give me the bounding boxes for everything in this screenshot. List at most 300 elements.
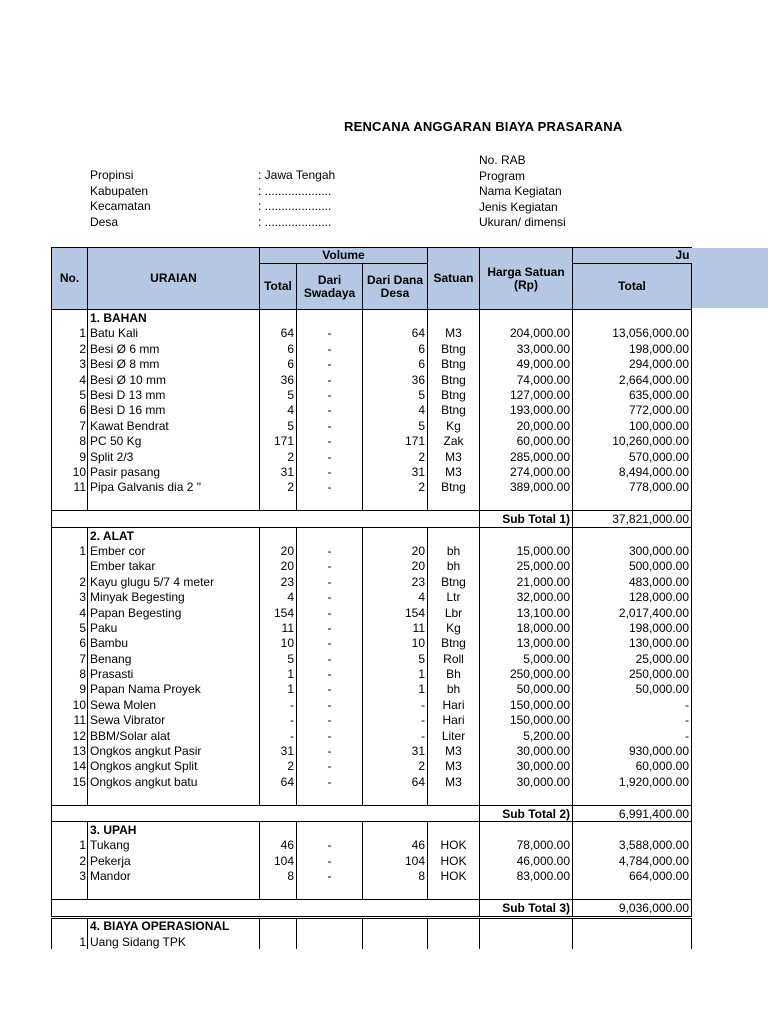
cell-harga: 150,000.00 [480, 697, 573, 712]
section-title: 4. BIAYA OPERASIONAL [88, 917, 260, 934]
subtotal-value: 37,821,000.00 [573, 511, 692, 527]
subtotal-value: 9,036,000.00 [573, 900, 692, 917]
cell-jumlah: 2,664,000.00 [573, 372, 692, 387]
cell-swadaya: - [297, 666, 363, 681]
cell-uraian: Prasasti [88, 666, 260, 681]
cell-satuan: HOK [428, 838, 480, 853]
info-labels [90, 168, 151, 230]
cell-swadaya: - [297, 372, 363, 387]
cell-total: 2 [260, 480, 297, 495]
header-volume: Volume [260, 248, 428, 264]
cell-satuan: Btng [428, 341, 480, 356]
rab-table [51, 247, 692, 949]
cell-jumlah: 10,260,000.00 [573, 434, 692, 449]
cell-no: 1 [52, 326, 88, 341]
cell-desa: - [363, 728, 428, 743]
table-row [52, 620, 692, 635]
table-body [52, 310, 692, 950]
header-fill-right [690, 248, 768, 308]
empty-cell [480, 310, 573, 326]
cell-no: 3 [52, 589, 88, 604]
cell-satuan: Btng [428, 387, 480, 402]
empty-cell [480, 822, 573, 838]
cell-jumlah: 1,920,000.00 [573, 774, 692, 789]
cell-total: 4 [260, 589, 297, 604]
cell-jumlah: 25,000.00 [573, 651, 692, 666]
cell-total [260, 934, 297, 949]
empty-cell [52, 790, 88, 806]
cell-swadaya: - [297, 543, 363, 558]
cell-no: 1 [52, 838, 88, 853]
cell-desa: 2 [363, 759, 428, 774]
header-no: No. [52, 248, 88, 310]
info-value-propinsi: : Jawa Tengah [258, 168, 336, 182]
cell-desa: 20 [363, 543, 428, 558]
section-title-row [52, 310, 692, 326]
cell-satuan: Btng [428, 636, 480, 651]
cell-swadaya [297, 934, 363, 949]
empty-cell [573, 310, 692, 326]
empty-cell [363, 790, 428, 806]
cell-uraian: Sewa Molen [88, 697, 260, 712]
cell-jumlah: 250,000.00 [573, 666, 692, 681]
subtotal-blank [52, 900, 480, 917]
cell-uraian: Besi D 16 mm [88, 403, 260, 418]
table-row [52, 434, 692, 449]
section-no-cell [52, 527, 88, 543]
cell-desa: 5 [363, 418, 428, 433]
info-right-no-rab: No. RAB [479, 153, 526, 167]
cell-total: 1 [260, 682, 297, 697]
cell-jumlah: 294,000.00 [573, 357, 692, 372]
empty-cell [88, 884, 260, 900]
table-row [52, 449, 692, 464]
cell-jumlah: 300,000.00 [573, 543, 692, 558]
cell-jumlah: - [573, 728, 692, 743]
cell-total: 64 [260, 774, 297, 789]
cell-satuan: Btng [428, 574, 480, 589]
cell-no: 3 [52, 868, 88, 883]
cell-no: 9 [52, 449, 88, 464]
cell-uraian: Tukang [88, 838, 260, 853]
empty-cell [297, 527, 363, 543]
empty-cell [573, 917, 692, 934]
cell-total: - [260, 697, 297, 712]
cell-desa: 31 [363, 743, 428, 758]
cell-no: 13 [52, 743, 88, 758]
cell-satuan: Zak [428, 434, 480, 449]
cell-satuan: M3 [428, 464, 480, 479]
empty-cell [428, 310, 480, 326]
cell-satuan: Ltr [428, 589, 480, 604]
cell-desa: 1 [363, 682, 428, 697]
section-no-cell [52, 822, 88, 838]
empty-cell [428, 917, 480, 934]
cell-no: 2 [52, 341, 88, 356]
header-satuan: Satuan [428, 248, 480, 310]
cell-no: 12 [52, 728, 88, 743]
empty-cell [573, 884, 692, 900]
cell-swadaya: - [297, 636, 363, 651]
empty-cell [297, 822, 363, 838]
cell-desa: 10 [363, 636, 428, 651]
cell-no: 1 [52, 543, 88, 558]
cell-no: 8 [52, 666, 88, 681]
cell-jumlah: 8,494,000.00 [573, 464, 692, 479]
cell-uraian: Ember cor [88, 543, 260, 558]
subtotal-blank [52, 805, 480, 821]
cell-uraian: Ongkos angkut batu [88, 774, 260, 789]
empty-cell [363, 527, 428, 543]
empty-cell [88, 495, 260, 511]
cell-uraian: Besi Ø 10 mm [88, 372, 260, 387]
cell-total: 2 [260, 759, 297, 774]
empty-cell [428, 790, 480, 806]
empty-cell [363, 917, 428, 934]
header-harga-satuan: Harga Satuan (Rp) [480, 248, 573, 310]
cell-satuan: Hari [428, 697, 480, 712]
table-row [52, 728, 692, 743]
cell-swadaya: - [297, 713, 363, 728]
cell-harga: 5,200.00 [480, 728, 573, 743]
spacer-row [52, 790, 692, 806]
empty-cell [297, 495, 363, 511]
cell-swadaya: - [297, 589, 363, 604]
cell-jumlah: 778,000.00 [573, 480, 692, 495]
cell-swadaya: - [297, 697, 363, 712]
cell-jumlah: 635,000.00 [573, 387, 692, 402]
cell-no: 4 [52, 605, 88, 620]
empty-cell [363, 822, 428, 838]
cell-no: 2 [52, 574, 88, 589]
cell-total: 23 [260, 574, 297, 589]
cell-swadaya: - [297, 326, 363, 341]
cell-total: 20 [260, 543, 297, 558]
table-row [52, 853, 692, 868]
subtotal-blank [52, 511, 480, 527]
cell-total: - [260, 713, 297, 728]
cell-harga: 13,000.00 [480, 636, 573, 651]
cell-no: 14 [52, 759, 88, 774]
cell-no: 7 [52, 651, 88, 666]
cell-swadaya: - [297, 403, 363, 418]
cell-swadaya: - [297, 387, 363, 402]
empty-cell [363, 884, 428, 900]
cell-jumlah: 198,000.00 [573, 620, 692, 635]
cell-jumlah: 128,000.00 [573, 589, 692, 604]
cell-total: 6 [260, 357, 297, 372]
cell-desa: 104 [363, 853, 428, 868]
cell-total: 10 [260, 636, 297, 651]
empty-cell [297, 917, 363, 934]
cell-satuan: M3 [428, 759, 480, 774]
cell-no: 10 [52, 464, 88, 479]
cell-harga: 30,000.00 [480, 743, 573, 758]
page-title: RENCANA ANGGARAN BIAYA PRASARANA [344, 119, 623, 134]
cell-total: 8 [260, 868, 297, 883]
cell-no: 5 [52, 620, 88, 635]
info-value-kabupaten: : .................... [258, 183, 332, 198]
cell-jumlah: 500,000.00 [573, 559, 692, 574]
cell-desa: 6 [363, 357, 428, 372]
cell-harga: 150,000.00 [480, 713, 573, 728]
cell-satuan: HOK [428, 853, 480, 868]
cell-desa: 154 [363, 605, 428, 620]
cell-harga: 20,000.00 [480, 418, 573, 433]
cell-desa: 2 [363, 480, 428, 495]
cell-uraian: Besi Ø 8 mm [88, 357, 260, 372]
empty-cell [260, 790, 297, 806]
table-row [52, 480, 692, 495]
cell-jumlah: 50,000.00 [573, 682, 692, 697]
cell-harga: 74,000.00 [480, 372, 573, 387]
empty-cell [573, 790, 692, 806]
cell-total: 104 [260, 853, 297, 868]
cell-swadaya: - [297, 605, 363, 620]
cell-harga: 78,000.00 [480, 838, 573, 853]
cell-desa: 4 [363, 589, 428, 604]
header-jumlah: Ju [573, 248, 692, 264]
cell-total: 5 [260, 418, 297, 433]
cell-no: 7 [52, 418, 88, 433]
empty-cell [573, 495, 692, 511]
cell-total: 36 [260, 372, 297, 387]
empty-cell [573, 822, 692, 838]
cell-harga: 25,000.00 [480, 559, 573, 574]
cell-jumlah: 4,784,000.00 [573, 853, 692, 868]
cell-swadaya: - [297, 651, 363, 666]
cell-no: 4 [52, 372, 88, 387]
table-row [52, 559, 692, 574]
cell-uraian: Pasir pasang [88, 464, 260, 479]
cell-no: 10 [52, 697, 88, 712]
empty-cell [480, 917, 573, 934]
cell-harga: 33,000.00 [480, 341, 573, 356]
empty-cell [573, 527, 692, 543]
cell-swadaya: - [297, 449, 363, 464]
table-row [52, 759, 692, 774]
cell-swadaya: - [297, 341, 363, 356]
cell-satuan: M3 [428, 774, 480, 789]
cell-desa: 20 [363, 559, 428, 574]
info-right-nama-kegiatan: Nama Kegiatan [479, 184, 562, 198]
cell-harga: 13,100.00 [480, 605, 573, 620]
cell-harga: 46,000.00 [480, 853, 573, 868]
info-label-kabupaten: Kabupaten [90, 183, 149, 198]
cell-total: - [260, 728, 297, 743]
cell-no: 6 [52, 636, 88, 651]
subtotal-row [52, 900, 692, 917]
info-value-kecamatan: : .................... [258, 199, 332, 213]
table-row [52, 589, 692, 604]
cell-desa: 11 [363, 620, 428, 635]
empty-cell [428, 822, 480, 838]
cell-swadaya: - [297, 464, 363, 479]
info-value-desa: : .................... [258, 214, 332, 229]
cell-jumlah: 483,000.00 [573, 574, 692, 589]
empty-cell [260, 822, 297, 838]
subtotal-label: Sub Total 1) [480, 511, 573, 527]
cell-swadaya: - [297, 838, 363, 853]
cell-no: 15 [52, 774, 88, 789]
empty-cell [363, 495, 428, 511]
subtotal-row [52, 805, 692, 821]
cell-swadaya: - [297, 559, 363, 574]
cell-harga: 49,000.00 [480, 357, 573, 372]
cell-total: 31 [260, 464, 297, 479]
section-no-cell [52, 310, 88, 326]
cell-total: 2 [260, 449, 297, 464]
cell-desa: - [363, 697, 428, 712]
cell-no: 6 [52, 403, 88, 418]
cell-harga: 204,000.00 [480, 326, 573, 341]
cell-desa: 8 [363, 868, 428, 883]
cell-jumlah: 930,000.00 [573, 743, 692, 758]
cell-desa: 5 [363, 651, 428, 666]
cell-harga: 250,000.00 [480, 666, 573, 681]
info-right-jenis-kegiatan: Jenis Kegiatan [479, 199, 558, 214]
cell-jumlah: 198,000.00 [573, 341, 692, 356]
cell-satuan: Kg [428, 418, 480, 433]
cell-swadaya: - [297, 728, 363, 743]
table-header [52, 248, 692, 310]
cell-jumlah: 772,000.00 [573, 403, 692, 418]
table-row [52, 574, 692, 589]
cell-desa: 46 [363, 838, 428, 853]
info-values [258, 168, 335, 230]
cell-total: 20 [260, 559, 297, 574]
cell-no [52, 559, 88, 574]
section-title-row [52, 917, 692, 934]
section-title-row [52, 527, 692, 543]
cell-uraian: Batu Kali [88, 326, 260, 341]
header-volume-dana-desa: Dari Dana Desa [363, 264, 428, 310]
cell-desa: 36 [363, 372, 428, 387]
cell-jumlah [573, 934, 692, 949]
header-volume-total: Total [260, 264, 297, 310]
cell-uraian: Bambu [88, 636, 260, 651]
cell-uraian: Kayu glugu 5/7 4 meter [88, 574, 260, 589]
cell-satuan: Liter [428, 728, 480, 743]
cell-total: 6 [260, 341, 297, 356]
cell-satuan: Btng [428, 403, 480, 418]
table-row [52, 357, 692, 372]
cell-swadaya: - [297, 743, 363, 758]
header-uraian: URAIAN [88, 248, 260, 310]
section-title: 1. BAHAN [88, 310, 260, 326]
cell-no: 2 [52, 853, 88, 868]
cell-uraian: Ember takar [88, 559, 260, 574]
subtotal-label: Sub Total 3) [480, 900, 573, 917]
cell-desa: 64 [363, 326, 428, 341]
cell-swadaya: - [297, 480, 363, 495]
cell-harga [480, 934, 573, 949]
info-label-desa: Desa [90, 214, 119, 229]
cell-uraian: Uang Sidang TPK [88, 934, 260, 949]
cell-satuan: Bh [428, 666, 480, 681]
cell-satuan: bh [428, 682, 480, 697]
info-right-ukuran: Ukuran/ dimensi [479, 215, 566, 229]
cell-uraian: Minyak Begesting [88, 589, 260, 604]
cell-satuan [428, 934, 480, 949]
cell-harga: 18,000.00 [480, 620, 573, 635]
section-title: 3. UPAH [88, 822, 260, 838]
cell-desa: - [363, 713, 428, 728]
cell-total: 4 [260, 403, 297, 418]
cell-uraian: Papan Begesting [88, 605, 260, 620]
table-row [52, 341, 692, 356]
empty-cell [88, 790, 260, 806]
table-row [52, 697, 692, 712]
table-row [52, 743, 692, 758]
cell-jumlah: 2,017,400.00 [573, 605, 692, 620]
cell-no: 1 [52, 934, 88, 949]
cell-swadaya: - [297, 620, 363, 635]
cell-uraian: Ongkos angkut Pasir [88, 743, 260, 758]
cell-swadaya: - [297, 418, 363, 433]
empty-cell [428, 495, 480, 511]
info-right-program: Program [479, 168, 526, 183]
table-row [52, 326, 692, 341]
cell-satuan: M3 [428, 326, 480, 341]
table-row [52, 464, 692, 479]
cell-desa [363, 934, 428, 949]
cell-satuan: bh [428, 543, 480, 558]
cell-harga: 127,000.00 [480, 387, 573, 402]
cell-satuan: M3 [428, 449, 480, 464]
cell-harga: 32,000.00 [480, 589, 573, 604]
cell-harga: 21,000.00 [480, 574, 573, 589]
table-row [52, 838, 692, 853]
cell-uraian: Sewa Vibrator [88, 713, 260, 728]
cell-satuan: Btng [428, 372, 480, 387]
cell-no: 5 [52, 387, 88, 402]
cell-harga: 285,000.00 [480, 449, 573, 464]
cell-satuan: M3 [428, 743, 480, 758]
header-volume-swadaya: Dari Swadaya [297, 264, 363, 310]
cell-harga: 274,000.00 [480, 464, 573, 479]
cell-uraian: PC 50 Kg [88, 434, 260, 449]
cell-total: 46 [260, 838, 297, 853]
cell-no: 9 [52, 682, 88, 697]
cell-no: 8 [52, 434, 88, 449]
cell-uraian: Mandor [88, 868, 260, 883]
table-row [52, 403, 692, 418]
cell-total: 5 [260, 387, 297, 402]
cell-harga: 30,000.00 [480, 774, 573, 789]
cell-no: 11 [52, 713, 88, 728]
cell-jumlah: 60,000.00 [573, 759, 692, 774]
cell-jumlah: 570,000.00 [573, 449, 692, 464]
cell-desa: 171 [363, 434, 428, 449]
cell-harga: 50,000.00 [480, 682, 573, 697]
cell-swadaya: - [297, 853, 363, 868]
table-row [52, 868, 692, 883]
cell-uraian: Besi D 13 mm [88, 387, 260, 402]
cell-harga: 193,000.00 [480, 403, 573, 418]
subtotal-value: 6,991,400.00 [573, 805, 692, 821]
cell-total: 154 [260, 605, 297, 620]
empty-cell [260, 310, 297, 326]
cell-no: 3 [52, 357, 88, 372]
empty-cell [363, 310, 428, 326]
cell-uraian: Pipa Galvanis dia 2 " [88, 480, 260, 495]
table-row [52, 666, 692, 681]
cell-jumlah: 664,000.00 [573, 868, 692, 883]
cell-uraian: Pekerja [88, 853, 260, 868]
table-row [52, 387, 692, 402]
cell-total: 5 [260, 651, 297, 666]
